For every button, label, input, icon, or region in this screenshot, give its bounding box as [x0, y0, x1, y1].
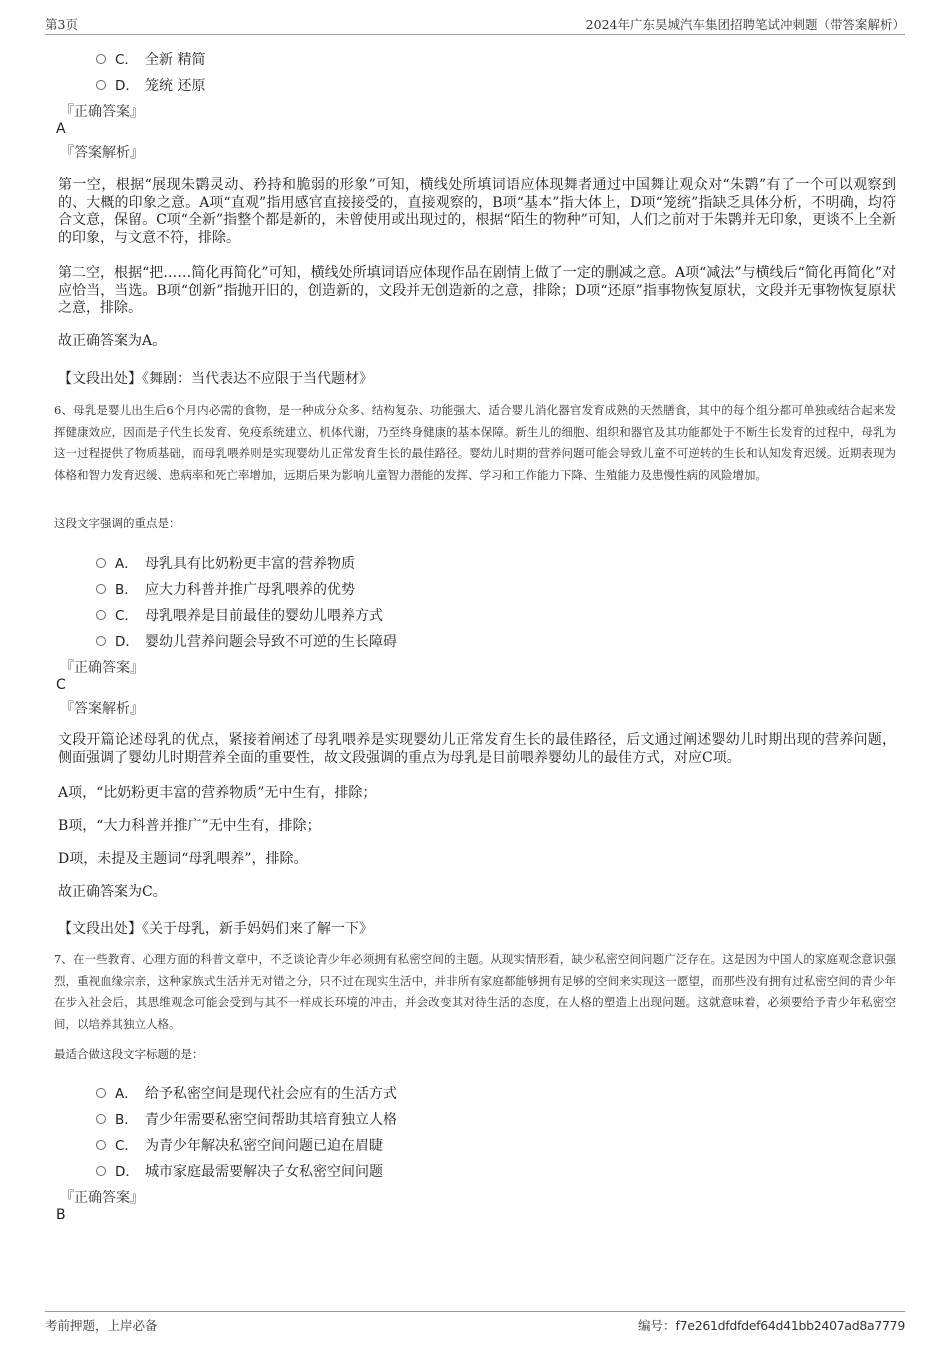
analysis-conclusion: 故正确答案为A。: [58, 333, 167, 349]
analysis-paragraph: D项，未提及主题词“母乳喂养”，排除。: [58, 851, 308, 867]
answer-value: B: [56, 1207, 66, 1223]
answer-label: 『正确答案』: [60, 104, 144, 120]
page-footer: [45, 1311, 905, 1334]
analysis-label: 『答案解析』: [60, 145, 144, 161]
option-text: 笼统 还原: [145, 78, 206, 94]
option-d[interactable]: D． 婴幼儿营养问题会导致不可逆的生长障碍: [96, 630, 397, 651]
analysis-paragraph: 第一空，根据“展现朱鹮灵动、矜持和脆弱的形象”可知，横线处所填词语应体现舞者通过中国舞让观众对“朱鹮”有了一个可以观察到的、大概的印象之意。A项“直观”指用感官直接接受的，直接观察的，B项“基本”指大体上，D项“笼统”指缺乏具体分析，不明确，均符合文意，保留。C项“全新”指整个都是新的，未曾使用或出现过的，根据“陌生的物种”可知，人们之前对于朱鹮并无印象，更谈不上全新的印象，与文意不符，排除。: [58, 177, 896, 246]
radio-icon[interactable]: [96, 80, 106, 90]
analysis-paragraph: 第二空，根据“把……简化再简化”可知，横线处所填词语应体现作品在剧情上做了一定的删减之意。A项“减法”与横线后“简化再简化”对应恰当，当选。B项“创新”指抛开旧的，创造新的，文段并无创造新的之意，排除；D项“还原”指事物恢复原状，文段并无事物恢复原状之意，排除。: [58, 265, 896, 317]
radio-icon[interactable]: [96, 1140, 106, 1150]
option-text: 为青少年解决私密空间问题已迫在眉睫: [145, 1138, 383, 1154]
radio-icon[interactable]: [96, 1114, 106, 1124]
option-text: 全新 精简: [145, 52, 206, 68]
radio-icon[interactable]: [96, 1166, 106, 1176]
option-b[interactable]: B． 青少年需要私密空间帮助其培育独立人格: [96, 1108, 397, 1129]
option-d[interactable]: D． 城市家庭最需要解决子女私密空间问题: [96, 1160, 383, 1181]
option-c[interactable]: C． 为青少年解决私密空间问题已迫在眉睫: [96, 1134, 383, 1155]
option-text: 城市家庭最需要解决子女私密空间问题: [145, 1164, 383, 1180]
option-a[interactable]: A． 母乳具有比奶粉更丰富的营养物质: [96, 552, 355, 573]
analysis-conclusion: 故正确答案为C。: [58, 884, 167, 900]
document-id: [638, 1316, 905, 1334]
option-text: 青少年需要私密空间帮助其培育独立人格: [145, 1112, 397, 1128]
option-c[interactable]: C． 母乳喂养是目前最佳的婴幼儿喂养方式: [96, 604, 383, 625]
document-id-label: 编号：: [638, 1318, 676, 1333]
radio-icon[interactable]: [96, 584, 106, 594]
answer-value: C: [56, 677, 66, 693]
page-header: [45, 12, 905, 35]
source-citation: 【文段出处】《关于母乳，新手妈妈们来了解一下》: [58, 921, 373, 937]
radio-icon[interactable]: [96, 1088, 106, 1098]
analysis-paragraph: B项，“大力科普并推广”无中生有，排除；: [58, 818, 321, 834]
option-text: 母乳具有比奶粉更丰富的营养物质: [145, 556, 355, 572]
answer-label: 『正确答案』: [60, 660, 144, 676]
document-id-code: f7e261dfdfdef64d41bb2407ad8a7779: [675, 1318, 905, 1333]
document-title: 2024年广东昊城汽车集团招聘笔试冲刺题（带答案解析）: [585, 17, 905, 32]
question-stem: 6、母乳是婴儿出生后6个月内必需的食物，是一种成分众多、结构复杂、功能强大、适合婴儿消化器官发育成熟的天然膳食，其中的每个组分都可单独或结合起来发挥健康效应，因而是子代生长发育、免疫系统建立、机体代谢，乃至终身健康的基本保障。新生儿的细胞、组织和器官及其功能都处于不断生长发育的过程中，母乳为这一过程提供了物质基础，而母乳喂养则是实现婴幼儿正常发育生长的最佳路径。婴幼儿时期的营养问题可能会导致儿童不可逆转的生长和认知发育迟缓。近期表现为体格和智力发育迟缓、患病率和死亡率增加，远期后果为影响儿童智力潜能的发挥、学习和工作能力下降、生殖能力及患慢性病的风险增加。: [54, 403, 896, 482]
option-a[interactable]: A． 给予私密空间是现代社会应有的生活方式: [96, 1082, 397, 1103]
option-text: 给予私密空间是现代社会应有的生活方式: [145, 1086, 397, 1102]
answer-label: 『正确答案』: [60, 1190, 144, 1206]
option-text: 母乳喂养是目前最佳的婴幼儿喂养方式: [145, 608, 383, 624]
question-stem: 7、在一些教育、心理方面的科普文章中，不乏谈论青少年必须拥有私密空间的主题。从现实情形看，缺少私密空间问题广泛存在。这是因为中国人的家庭观念意识强烈，重视血缘宗亲，这种家族式生活并无对错之分，只不过在现实生活中，并非所有家庭都能够拥有足够的空间来实现这一愿望，而那些没有拥有过私密空间的青少年在步入社会后，其思维观念可能会受到与其不一样成长环境的冲击，并会改变其对待生活的态度，在人格的塑造上出现问题。这就意味着，必须要给予青少年私密空间，以培养其独立人格。: [54, 952, 896, 1031]
option-text: 应大力科普并推广母乳喂养的优势: [145, 582, 355, 598]
radio-icon[interactable]: [96, 54, 106, 64]
option-text: 婴幼儿营养问题会导致不可逆的生长障碍: [145, 634, 397, 650]
radio-icon[interactable]: [96, 636, 106, 646]
option-b[interactable]: B． 应大力科普并推广母乳喂养的优势: [96, 578, 355, 599]
footer-slogan: 考前押题，上岸必备: [45, 1318, 158, 1333]
question-prompt: 最适合做这段文字标题的是：: [54, 1047, 204, 1061]
radio-icon[interactable]: [96, 610, 106, 620]
source-citation: 【文段出处】《舞剧：当代表达不应限于当代题材》: [58, 371, 373, 387]
analysis-paragraph: A项，“比奶粉更丰富的营养物质”无中生有，排除；: [58, 785, 377, 801]
page-number: 第3页: [45, 17, 78, 32]
radio-icon[interactable]: [96, 558, 106, 568]
answer-value: A: [56, 121, 66, 137]
option-c[interactable]: C． 全新 精简: [96, 48, 205, 69]
option-d[interactable]: D． 笼统 还原: [96, 74, 205, 95]
analysis-label: 『答案解析』: [60, 701, 144, 717]
question-prompt: 这段文字强调的重点是：: [54, 516, 181, 530]
analysis-paragraph: 文段开篇论述母乳的优点，紧接着阐述了母乳喂养是实现婴幼儿正常发育生长的最佳路径，后文通过阐述婴幼儿时期出现的营养问题，侧面强调了婴幼儿时期营养全面的重要性，故文段强调的重点为母乳是目前喂养婴幼儿的最佳方式，对应C项。: [58, 732, 896, 766]
